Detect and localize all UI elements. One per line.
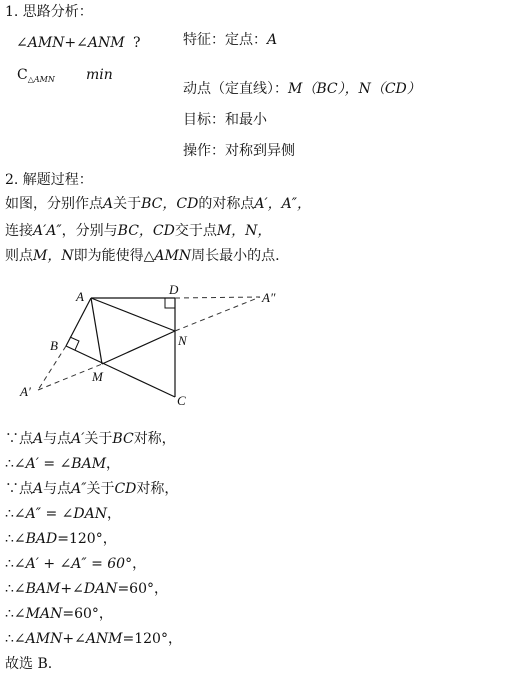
dashed-D-A2 bbox=[175, 297, 260, 298]
label-C: C bbox=[177, 393, 186, 408]
segment-AB bbox=[66, 298, 91, 346]
dashed-N-A2 bbox=[175, 297, 260, 331]
feature-label: 特征：定点： bbox=[183, 32, 267, 48]
feature-value: A bbox=[267, 32, 278, 48]
moving-label: 动点（定直线）： bbox=[183, 81, 288, 97]
perimeter-symbol: C bbox=[17, 67, 28, 83]
proof-line-9: ∴∠AMN+∠ANM=120°， bbox=[5, 631, 182, 647]
segment-AM bbox=[91, 298, 102, 364]
label-A2: A″ bbox=[262, 290, 276, 305]
proof-line-6: ∴∠A′ + ∠A″ = 60°， bbox=[5, 556, 147, 572]
label-N: N bbox=[178, 333, 187, 348]
proof-line-1: ∵点A与点A′关于BC对称， bbox=[5, 431, 176, 447]
label-A1: A′ bbox=[20, 384, 31, 399]
proof-line-4: ∴∠A″ = ∠DAN， bbox=[5, 506, 121, 522]
label-A: A bbox=[76, 289, 84, 304]
moving-value: M（BC），N（CD） bbox=[288, 81, 421, 97]
label-M: M bbox=[92, 369, 103, 384]
analysis-heading: 1. 思路分析： bbox=[5, 4, 93, 20]
process-line-1: 如图，分别作点A关于BC，CD的对称点A′，A″， bbox=[5, 196, 311, 212]
process-line-3: 则点M，N即为能使得△AMN周长最小的点. bbox=[5, 248, 280, 264]
proof-line-2: ∴∠A′ = ∠BAM， bbox=[5, 456, 121, 472]
label-D: D bbox=[169, 282, 179, 297]
perimeter-subscript: △AMN bbox=[27, 75, 55, 84]
operation-line: 操作：对称到异侧 bbox=[183, 143, 295, 159]
perimeter-goal: min bbox=[86, 67, 113, 83]
proof-line-8: ∴∠MAN=60°， bbox=[5, 606, 113, 622]
conclusion: 故选 B. bbox=[5, 656, 53, 672]
process-line-2: 连接A′A″，分别与BC，CD交于点M，N， bbox=[5, 223, 272, 239]
proof-line-5: ∴∠BAD=120°， bbox=[5, 531, 117, 547]
process-heading: 2. 解题过程： bbox=[5, 172, 93, 188]
angle-sum-expression: ∠AMN+∠ANM bbox=[16, 35, 125, 51]
goal-line: 目标：和最小 bbox=[183, 112, 267, 128]
question-mark: ? bbox=[133, 35, 141, 51]
segment-AN bbox=[91, 298, 175, 331]
proof-line-3: ∵点A与点A″关于CD对称， bbox=[5, 481, 179, 497]
proof-line-7: ∴∠BAM+∠DAN=60°， bbox=[5, 581, 168, 597]
right-angle-mark-D bbox=[165, 298, 175, 308]
label-B: B bbox=[50, 338, 58, 353]
segment-MN bbox=[102, 331, 175, 364]
